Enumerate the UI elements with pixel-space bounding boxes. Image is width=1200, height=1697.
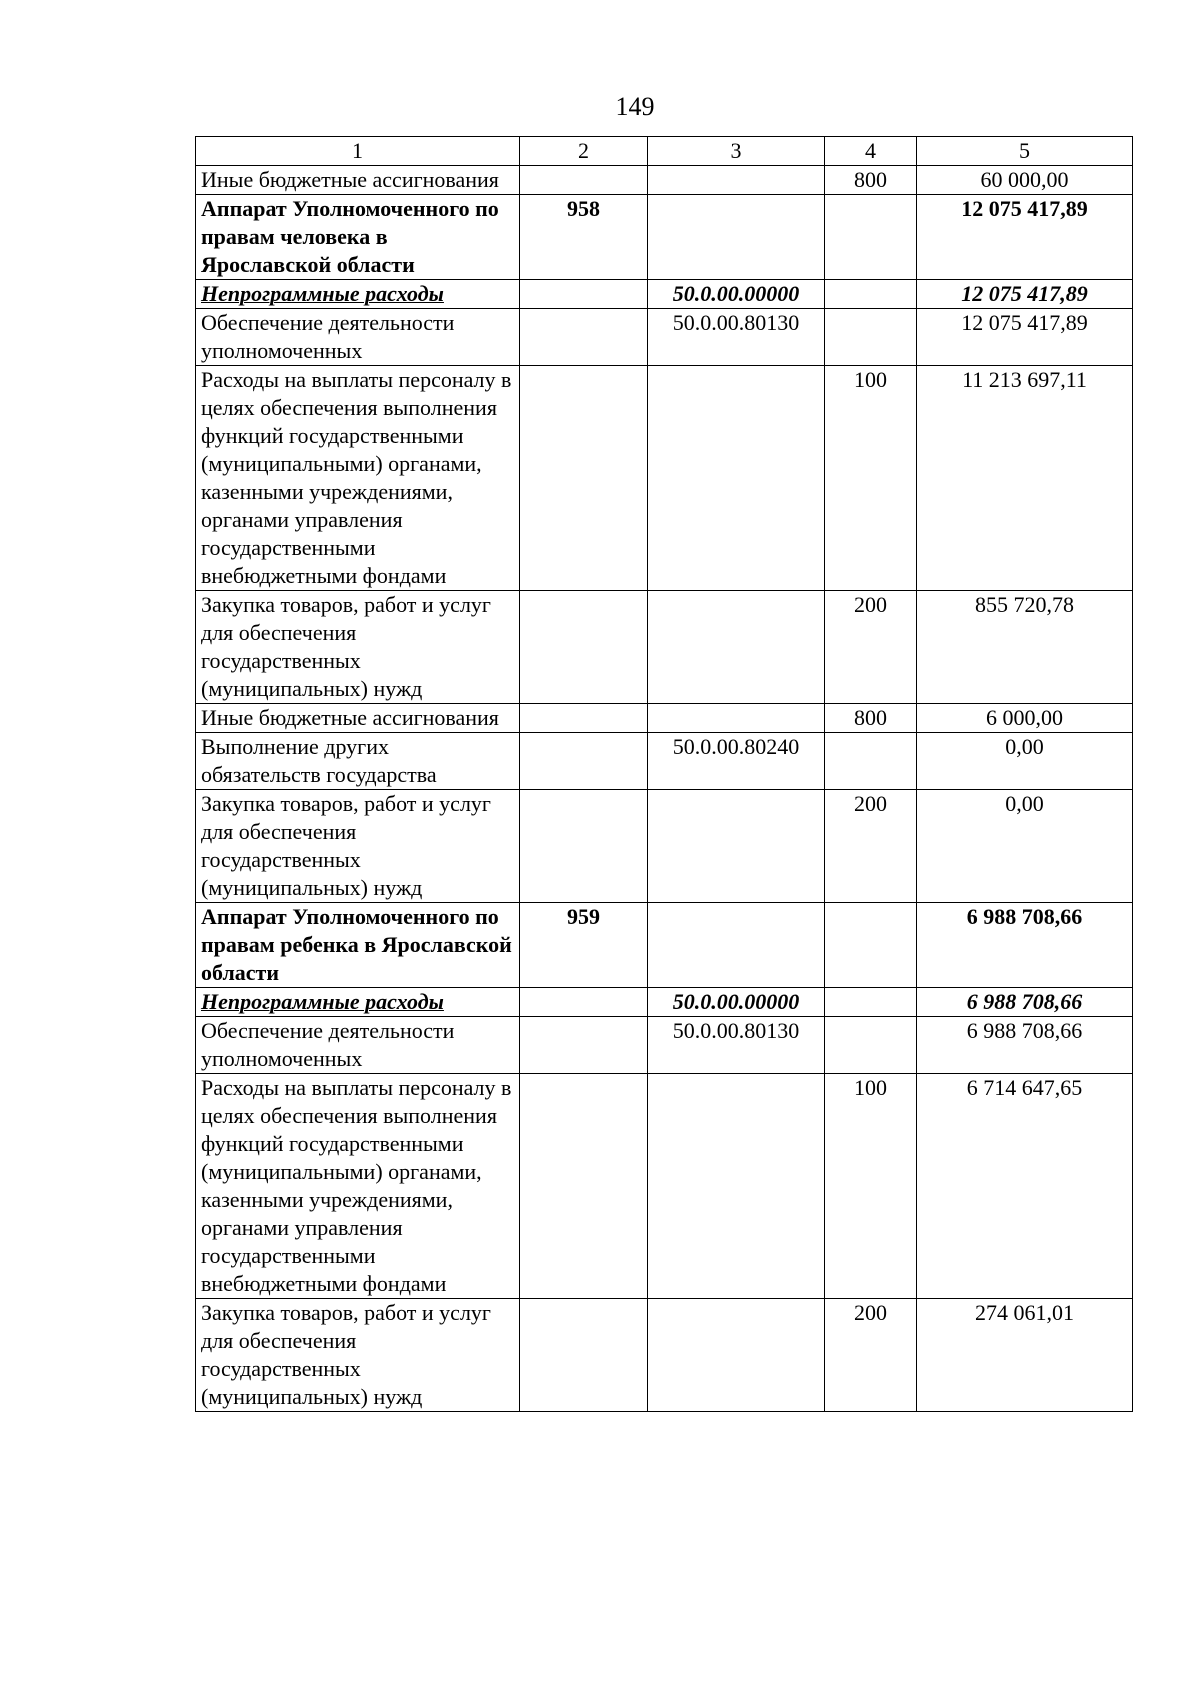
table-row bbox=[196, 1017, 1133, 1074]
table-row bbox=[196, 591, 1133, 704]
row-target-article-cell: 50.0.00.00000 bbox=[648, 988, 825, 1017]
row-expense-type-cell: 800 bbox=[825, 166, 917, 195]
row-amount-cell: 60 000,00 bbox=[917, 166, 1133, 195]
table-row bbox=[196, 1299, 1133, 1412]
table-row bbox=[196, 166, 1133, 195]
page-number: 149 bbox=[615, 92, 655, 121]
row-amount-cell: 855 720,78 bbox=[917, 591, 1133, 704]
header-row bbox=[196, 137, 1133, 166]
row-name-cell: Аппарат Уполномоченного по правам ребенка в Ярославской области bbox=[196, 903, 520, 988]
row-target-article-cell bbox=[648, 1299, 825, 1412]
row-name-cell: Иные бюджетные ассигнования bbox=[196, 704, 520, 733]
table-row bbox=[196, 195, 1133, 280]
row-code-cell: 959 bbox=[520, 903, 648, 988]
row-name-cell: Выполнение других обязательств государства bbox=[196, 733, 520, 790]
row-target-article-cell bbox=[648, 591, 825, 704]
row-expense-type-cell: 200 bbox=[825, 1299, 917, 1412]
row-target-article-cell: 50.0.00.00000 bbox=[648, 280, 825, 309]
row-amount-cell: 12 075 417,89 bbox=[917, 280, 1133, 309]
column-header: 5 bbox=[917, 137, 1133, 166]
table-row bbox=[196, 366, 1133, 591]
row-name-cell: Иные бюджетные ассигнования bbox=[196, 166, 520, 195]
row-expense-type-cell: 100 bbox=[825, 1074, 917, 1299]
row-expense-type-cell: 800 bbox=[825, 704, 917, 733]
row-target-article-cell bbox=[648, 166, 825, 195]
table-row bbox=[196, 903, 1133, 988]
row-amount-cell: 6 988 708,66 bbox=[917, 988, 1133, 1017]
row-target-article-cell bbox=[648, 903, 825, 988]
row-name-cell: Закупка товаров, работ и услуг для обеспечения государственных (муниципальных) нужд bbox=[196, 790, 520, 903]
column-header: 2 bbox=[520, 137, 648, 166]
row-code-cell bbox=[520, 988, 648, 1017]
table-row bbox=[196, 309, 1133, 366]
table-row bbox=[196, 733, 1133, 790]
row-target-article-cell: 50.0.00.80240 bbox=[648, 733, 825, 790]
row-code-cell bbox=[520, 790, 648, 903]
row-code-cell bbox=[520, 309, 648, 366]
column-header: 3 bbox=[648, 137, 825, 166]
row-target-article-cell: 50.0.00.80130 bbox=[648, 309, 825, 366]
table-row bbox=[196, 704, 1133, 733]
row-name-cell: Непрограммные расходы bbox=[196, 988, 520, 1017]
row-code-cell bbox=[520, 591, 648, 704]
row-code-cell: 958 bbox=[520, 195, 648, 280]
column-header: 1 bbox=[196, 137, 520, 166]
row-name-cell: Закупка товаров, работ и услуг для обеспечения государственных (муниципальных) нужд bbox=[196, 1299, 520, 1412]
row-target-article-cell: 50.0.00.80130 bbox=[648, 1017, 825, 1074]
row-expense-type-cell bbox=[825, 280, 917, 309]
row-expense-type-cell bbox=[825, 903, 917, 988]
row-expense-type-cell bbox=[825, 733, 917, 790]
row-target-article-cell bbox=[648, 790, 825, 903]
row-expense-type-cell: 200 bbox=[825, 591, 917, 704]
row-amount-cell: 0,00 bbox=[917, 733, 1133, 790]
row-name-cell: Непрограммные расходы bbox=[196, 280, 520, 309]
row-amount-cell: 6 988 708,66 bbox=[917, 1017, 1133, 1074]
row-code-cell bbox=[520, 704, 648, 733]
row-expense-type-cell bbox=[825, 1017, 917, 1074]
row-code-cell bbox=[520, 1074, 648, 1299]
row-amount-cell: 11 213 697,11 bbox=[917, 366, 1133, 591]
row-target-article-cell bbox=[648, 366, 825, 591]
table-row bbox=[196, 280, 1133, 309]
row-amount-cell: 6 000,00 bbox=[917, 704, 1133, 733]
row-amount-cell: 12 075 417,89 bbox=[917, 309, 1133, 366]
row-expense-type-cell bbox=[825, 988, 917, 1017]
row-amount-cell: 6 714 647,65 bbox=[917, 1074, 1133, 1299]
row-code-cell bbox=[520, 280, 648, 309]
row-name-cell: Расходы на выплаты персоналу в целях обеспечения выполнения функций государственными (муниципальными) органами, казенными учреждениями, органами управления государственными внебюджетными фондами bbox=[196, 1074, 520, 1299]
row-code-cell bbox=[520, 733, 648, 790]
row-name-cell: Аппарат Уполномоченного по правам человека в Ярославской области bbox=[196, 195, 520, 280]
row-amount-cell: 0,00 bbox=[917, 790, 1133, 903]
row-target-article-cell bbox=[648, 1074, 825, 1299]
table-row bbox=[196, 988, 1133, 1017]
row-name-cell: Закупка товаров, работ и услуг для обеспечения государственных (муниципальных) нужд bbox=[196, 591, 520, 704]
row-code-cell bbox=[520, 1017, 648, 1074]
table-row bbox=[196, 1074, 1133, 1299]
row-target-article-cell bbox=[648, 704, 825, 733]
row-amount-cell: 6 988 708,66 bbox=[917, 903, 1133, 988]
row-name-cell: Обеспечение деятельности уполномоченных bbox=[196, 309, 520, 366]
row-expense-type-cell: 100 bbox=[825, 366, 917, 591]
budget-table bbox=[195, 136, 1133, 1412]
row-code-cell bbox=[520, 366, 648, 591]
budget-table-container bbox=[195, 136, 1132, 1412]
row-name-cell: Расходы на выплаты персоналу в целях обеспечения выполнения функций государственными (муниципальными) органами, казенными учреждениями, органами управления государственными внебюджетными фондами bbox=[196, 366, 520, 591]
table-body bbox=[196, 166, 1133, 1412]
row-expense-type-cell bbox=[825, 195, 917, 280]
column-header: 4 bbox=[825, 137, 917, 166]
row-target-article-cell bbox=[648, 195, 825, 280]
row-code-cell bbox=[520, 166, 648, 195]
row-expense-type-cell bbox=[825, 309, 917, 366]
row-amount-cell: 274 061,01 bbox=[917, 1299, 1133, 1412]
table-row bbox=[196, 790, 1133, 903]
row-amount-cell: 12 075 417,89 bbox=[917, 195, 1133, 280]
row-code-cell bbox=[520, 1299, 648, 1412]
row-name-cell: Обеспечение деятельности уполномоченных bbox=[196, 1017, 520, 1074]
row-expense-type-cell: 200 bbox=[825, 790, 917, 903]
